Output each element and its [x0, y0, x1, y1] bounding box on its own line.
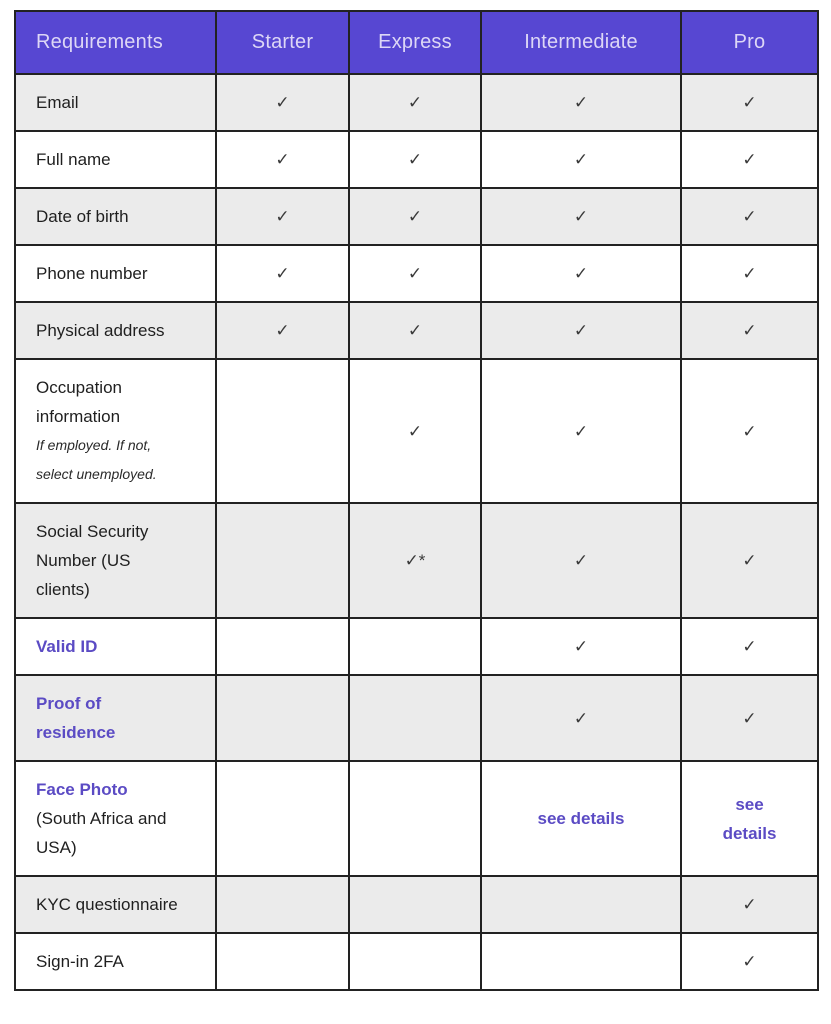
requirement-cell-full-name [15, 131, 216, 188]
requirement-cell-valid-id [15, 618, 216, 675]
check-icon: ✓ [573, 207, 589, 226]
check-icon: ✓ [742, 321, 757, 340]
cell-face-photo-pro [681, 761, 818, 876]
requirement-cell-sign-in-2fa [15, 933, 216, 990]
table-row-physical-address [15, 302, 818, 359]
email-label: Email [36, 93, 79, 112]
table-row-face-photo [15, 761, 818, 876]
table-row-date-of-birth [15, 188, 818, 245]
cell-physical-address-starter [216, 302, 349, 359]
table-body [15, 74, 818, 990]
check-icon: ✓ [275, 150, 290, 169]
cell-full-name-express [349, 131, 481, 188]
table-row-valid-id [15, 618, 818, 675]
check-icon: ✓ [742, 150, 757, 169]
kyc-questionnaire-label: KYC questionnaire [36, 895, 178, 914]
cell-kyc-questionnaire-intermediate [481, 876, 681, 933]
column-header-starter: Starter [216, 11, 349, 74]
check-icon: ✓ [275, 207, 290, 226]
check-icon: ✓ [742, 637, 757, 656]
table-row-kyc-questionnaire [15, 876, 818, 933]
check-icon: ✓ [573, 321, 589, 340]
table-row-occupation-information [15, 359, 818, 503]
column-header-pro: Pro [681, 11, 818, 74]
face-photo-link[interactable]: Face Photo [36, 780, 128, 799]
cell-full-name-intermediate [481, 131, 681, 188]
check-icon: ✓ [573, 264, 589, 283]
cell-valid-id-starter [216, 618, 349, 675]
requirement-cell-kyc-questionnaire [15, 876, 216, 933]
see-details-link[interactable]: see details [722, 794, 777, 843]
cell-phone-number-pro [681, 245, 818, 302]
requirement-cell-proof-of-residence [15, 675, 216, 761]
check-icon: ✓ [573, 421, 589, 441]
requirement-cell-face-photo [15, 761, 216, 876]
table-row-full-name [15, 131, 818, 188]
date-of-birth-label: Date of birth [36, 207, 129, 226]
check-icon: ✓ [573, 551, 589, 570]
check-icon: ✓ [573, 93, 589, 112]
requirement-cell-phone-number [15, 245, 216, 302]
table-row-social-security-number [15, 503, 818, 618]
header-row [15, 11, 818, 74]
cell-email-pro [681, 74, 818, 131]
table-row-email [15, 74, 818, 131]
cell-date-of-birth-starter [216, 188, 349, 245]
cell-physical-address-intermediate [481, 302, 681, 359]
see-details-link[interactable]: see details [537, 809, 625, 828]
check-icon: ✓ [742, 551, 757, 570]
cell-sign-in-2fa-intermediate [481, 933, 681, 990]
cell-proof-of-residence-starter [216, 675, 349, 761]
check-icon: ✓ [742, 207, 757, 226]
social-security-number-label: Social Security Number (US clients) [36, 522, 149, 599]
cell-social-security-number-intermediate [481, 503, 681, 618]
cell-email-starter [216, 74, 349, 131]
check-icon: ✓ [275, 321, 290, 340]
check-icon: ✓ [742, 93, 757, 112]
check-icon: ✓ [742, 952, 757, 971]
requirement-cell-occupation-information [15, 359, 216, 503]
column-header-requirements: Requirements [15, 11, 216, 74]
check-icon: ✓ [407, 421, 423, 441]
check-icon: ✓ [407, 321, 423, 340]
cell-valid-id-intermediate [481, 618, 681, 675]
cell-kyc-questionnaire-pro [681, 876, 818, 933]
cell-social-security-number-starter [216, 503, 349, 618]
cell-physical-address-pro [681, 302, 818, 359]
cell-full-name-starter [216, 131, 349, 188]
requirement-cell-social-security-number [15, 503, 216, 618]
cell-full-name-pro [681, 131, 818, 188]
cell-kyc-questionnaire-starter [216, 876, 349, 933]
check-icon: ✓ [742, 708, 757, 728]
occupation-information-label: Occupation information [36, 378, 122, 426]
check-icon: ✓ [407, 264, 423, 283]
cell-social-security-number-express [349, 503, 481, 618]
check-icon: ✓ [275, 264, 290, 283]
full-name-label: Full name [36, 150, 111, 169]
cell-sign-in-2fa-pro [681, 933, 818, 990]
check-icon: ✓ [407, 207, 423, 226]
cell-sign-in-2fa-express [349, 933, 481, 990]
table-row-sign-in-2fa [15, 933, 818, 990]
physical-address-label: Physical address [36, 321, 165, 340]
check-icon: ✓ [573, 637, 589, 656]
phone-number-label: Phone number [36, 264, 148, 283]
cell-date-of-birth-pro [681, 188, 818, 245]
valid-id-link[interactable]: Valid ID [36, 637, 98, 656]
cell-sign-in-2fa-starter [216, 933, 349, 990]
cell-physical-address-express [349, 302, 481, 359]
cell-kyc-questionnaire-express [349, 876, 481, 933]
requirement-cell-email [15, 74, 216, 131]
cell-proof-of-residence-pro [681, 675, 818, 761]
cell-phone-number-intermediate [481, 245, 681, 302]
check-icon: ✓* [404, 551, 426, 570]
cell-face-photo-intermediate [481, 761, 681, 876]
cell-occupation-information-express [349, 359, 481, 503]
cell-face-photo-express [349, 761, 481, 876]
cell-social-security-number-pro [681, 503, 818, 618]
check-icon: ✓ [573, 150, 589, 169]
check-icon: ✓ [407, 93, 423, 112]
cell-date-of-birth-express [349, 188, 481, 245]
sign-in-2fa-label: Sign-in 2FA [36, 952, 124, 971]
cell-occupation-information-intermediate [481, 359, 681, 503]
cell-phone-number-express [349, 245, 481, 302]
table-row-proof-of-residence [15, 675, 818, 761]
check-icon: ✓ [275, 93, 290, 112]
cell-occupation-information-pro [681, 359, 818, 503]
requirements-table [14, 10, 819, 991]
check-icon: ✓ [573, 708, 589, 728]
check-icon: ✓ [742, 421, 757, 441]
cell-face-photo-starter [216, 761, 349, 876]
table-row-phone-number [15, 245, 818, 302]
cell-date-of-birth-intermediate [481, 188, 681, 245]
requirement-cell-date-of-birth [15, 188, 216, 245]
check-icon: ✓ [742, 895, 757, 914]
requirement-cell-physical-address [15, 302, 216, 359]
proof-of-residence-link[interactable]: Proof of residence [36, 694, 116, 742]
cell-valid-id-express [349, 618, 481, 675]
occupation-information-note: If employed. If not, select unemployed. [36, 437, 157, 482]
cell-valid-id-pro [681, 618, 818, 675]
cell-proof-of-residence-intermediate [481, 675, 681, 761]
cell-proof-of-residence-express [349, 675, 481, 761]
cell-phone-number-starter [216, 245, 349, 302]
cell-email-intermediate [481, 74, 681, 131]
cell-occupation-information-starter [216, 359, 349, 503]
cell-email-express [349, 74, 481, 131]
column-header-express: Express [349, 11, 481, 74]
check-icon: ✓ [407, 150, 423, 169]
column-header-intermediate: Intermediate [481, 11, 681, 74]
face-photo-suffix: (South Africa and USA) [36, 809, 167, 857]
check-icon: ✓ [742, 264, 757, 283]
